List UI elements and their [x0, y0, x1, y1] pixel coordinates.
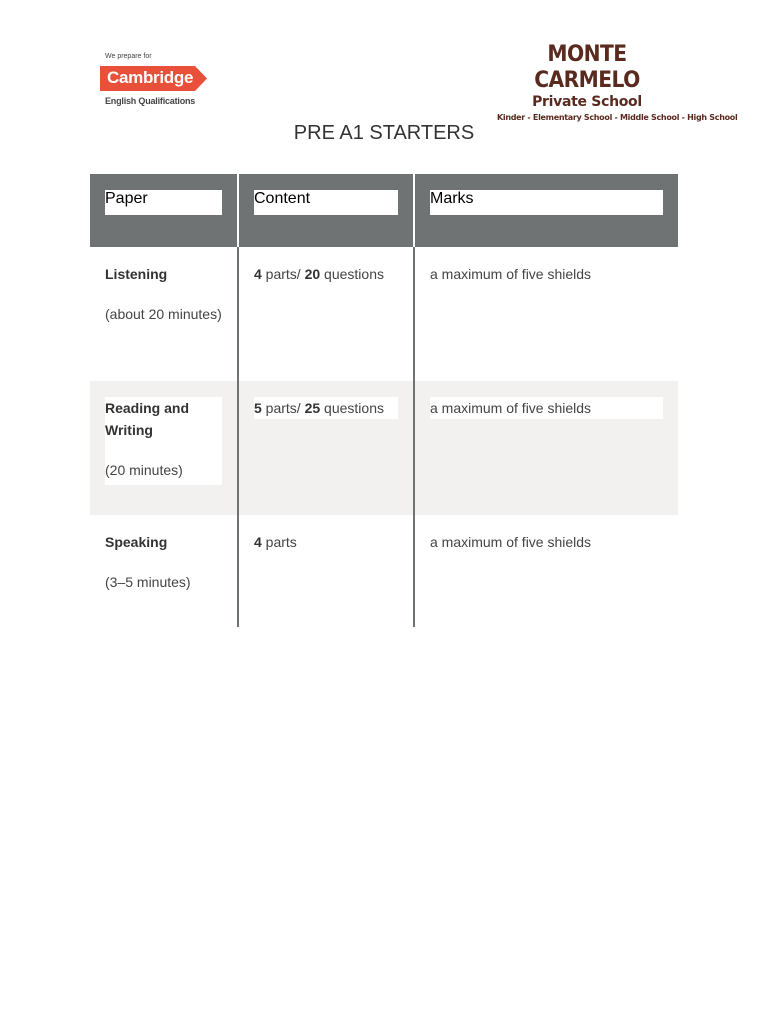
- content-cell: [237, 381, 413, 515]
- header-cell-content: [237, 174, 413, 247]
- table-header-row: [90, 174, 678, 247]
- table-row: [90, 515, 678, 627]
- parts-label: parts/: [261, 266, 305, 282]
- paper-name: Speaking: [105, 534, 168, 550]
- paper-highlight: [105, 397, 222, 485]
- marks-text: a maximum of five shields: [430, 400, 592, 416]
- page-title: PRE A1 STARTERS: [293, 122, 475, 144]
- school-subtitle: Private School: [532, 94, 642, 110]
- marks-cell: [413, 247, 678, 381]
- parts-label: parts: [261, 534, 297, 550]
- cambridge-logo: [100, 52, 215, 112]
- header-label-content: Content: [254, 190, 398, 215]
- parts-label: parts/: [261, 400, 305, 416]
- marks-cell: [413, 381, 678, 515]
- exam-table: [90, 174, 678, 627]
- paper-cell: [90, 381, 237, 515]
- parts-count: 5: [254, 400, 262, 416]
- cambridge-subtitle: English Qualifications: [105, 96, 196, 106]
- cambridge-tagline: We prepare for: [105, 53, 152, 60]
- paper-cell: [90, 247, 237, 381]
- table-row: [90, 381, 678, 515]
- content-highlight: [254, 397, 398, 419]
- school-levels: Kinder - Elementary School - Middle School - High School: [497, 113, 738, 122]
- paper-duration: (about 20 minutes): [105, 306, 222, 322]
- header-label-paper: Paper: [105, 190, 222, 215]
- header-cell-paper: [90, 174, 237, 247]
- questions-label: questions: [320, 266, 384, 282]
- content-cell: [237, 247, 413, 381]
- school-name: MONTE CARMELO: [534, 42, 640, 93]
- paper-duration: (3–5 minutes): [105, 574, 191, 590]
- header-cell-marks: [413, 174, 678, 247]
- marks-highlight: [430, 397, 663, 419]
- table-row: [90, 247, 678, 381]
- marks-text: a maximum of five shields: [430, 534, 592, 550]
- header-label-marks: Marks: [430, 190, 663, 215]
- cambridge-wordmark: Cambridge: [107, 68, 194, 87]
- questions-label: questions: [320, 400, 384, 416]
- questions-count: 20: [304, 266, 321, 282]
- school-logo: [497, 42, 738, 122]
- paper-cell: [90, 515, 237, 627]
- parts-count: 4: [254, 534, 262, 550]
- questions-count: 25: [304, 400, 321, 416]
- marks-cell: [413, 515, 678, 627]
- content-cell: [237, 515, 413, 627]
- paper-name: Listening: [105, 266, 168, 282]
- paper-name: Reading and Writing: [105, 400, 190, 438]
- paper-duration: (20 minutes): [105, 462, 183, 478]
- parts-count: 4: [254, 266, 262, 282]
- marks-text: a maximum of five shields: [430, 266, 592, 282]
